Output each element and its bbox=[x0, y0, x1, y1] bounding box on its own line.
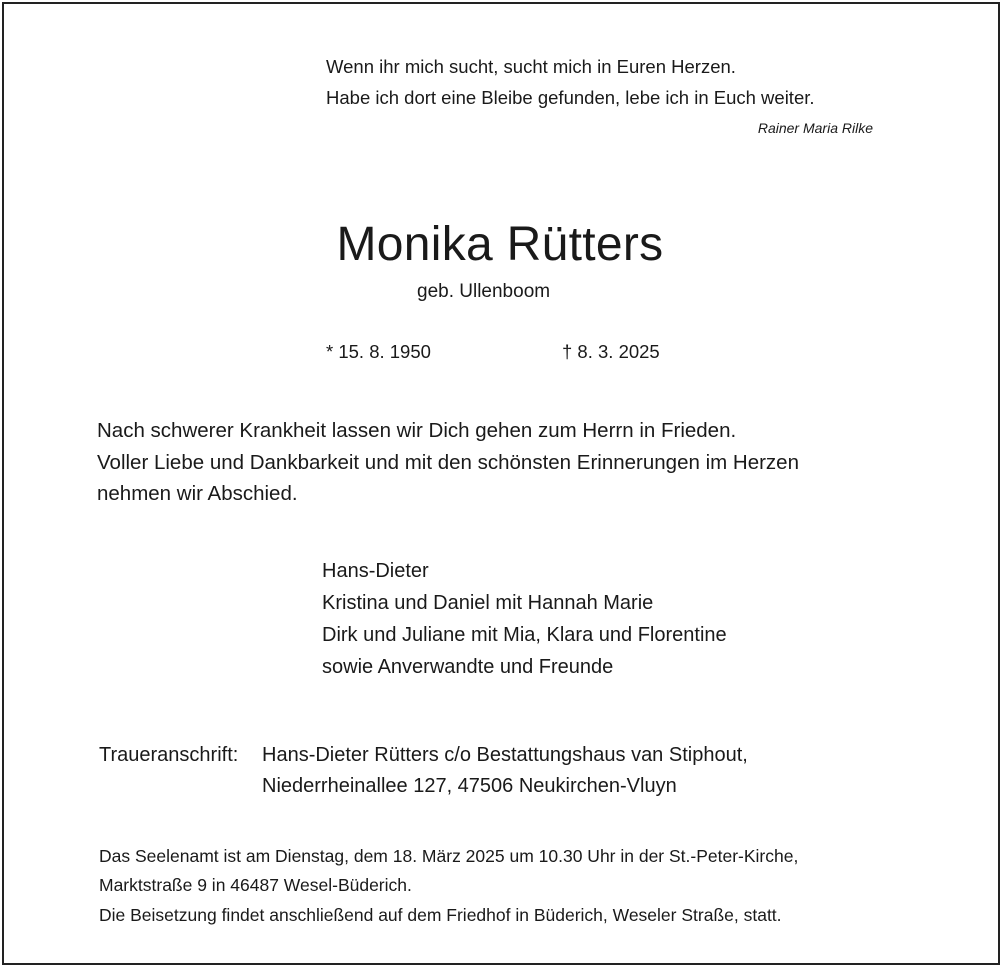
service-line: Marktstraße 9 in 46487 Wesel-Büderich. bbox=[99, 875, 412, 895]
mourner: Hans-Dieter bbox=[322, 560, 429, 582]
service-line: Das Seelenamt ist am Dienstag, dem 18. März 2025 um 10.30 Uhr in der St.-Peter-Kirche, bbox=[99, 846, 799, 866]
mourner: sowie Anverwandte und Freunde bbox=[322, 656, 614, 678]
farewell-message bbox=[97, 415, 799, 510]
quote-author: Rainer Maria Rilke bbox=[757, 120, 873, 136]
address-line: Hans-Dieter Rütters c/o Bestattungshaus van Stiphout, bbox=[262, 744, 748, 766]
quote-line: Habe ich dort eine Bleibe gefunden, lebe ich in Euch weiter. bbox=[326, 86, 815, 108]
mourners-list bbox=[322, 555, 727, 683]
birth-date: * 15. 8. 1950 bbox=[326, 341, 431, 362]
mourner: Kristina und Daniel mit Hannah Marie bbox=[322, 592, 654, 614]
message-line: Nach schwerer Krankheit lassen wir Dich gehen zum Herrn in Frieden. bbox=[97, 419, 737, 442]
born-name: geb. Ullenboom bbox=[417, 281, 551, 302]
death-date: † 8. 3. 2025 bbox=[562, 341, 660, 362]
quote-line: Wenn ihr mich sucht, sucht mich in Euren Herzen. bbox=[326, 56, 736, 77]
service-info bbox=[99, 842, 798, 900]
address-line: Niederrheinallee 127, 47506 Neukirchen-Vluyn bbox=[262, 775, 677, 797]
message-line: nehmen wir Abschied. bbox=[97, 482, 298, 505]
deceased-name: Monika Rütters bbox=[336, 218, 664, 271]
burial-info: Die Beisetzung findet anschließend auf dem Friedhof in Büderich, Weseler Straße, statt. bbox=[99, 905, 782, 925]
quote bbox=[326, 52, 815, 113]
mourner: Dirk und Juliane mit Mia, Klara und Florentine bbox=[322, 624, 727, 646]
address-label: Traueranschrift: bbox=[99, 744, 239, 766]
message-line: Voller Liebe und Dankbarkeit und mit den schönsten Erinnerungen im Herzen bbox=[97, 450, 799, 474]
